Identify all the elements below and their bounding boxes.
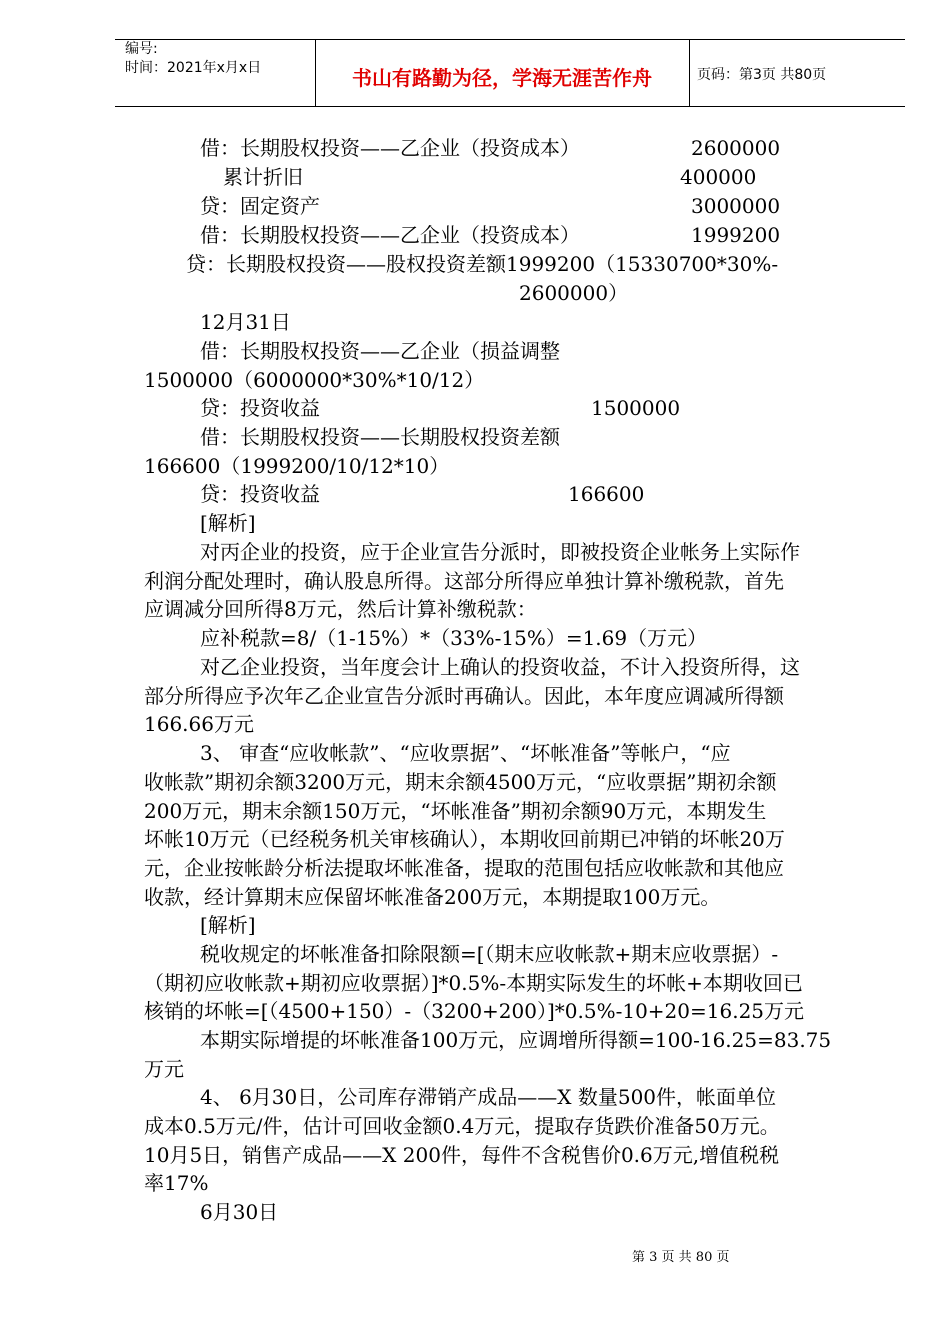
paragraph-line: 200万元，期末余额150万元，“坏帐准备”期初余额90万元，本期发生 (144, 799, 767, 823)
date-dec-31: 12月31日 (200, 310, 291, 334)
paragraph-line: 3、 审查“应收帐款”、“应收票据”、“坏帐准备”等帐户，“应 (200, 741, 731, 765)
entry-credit-3: 贷：投资收益 (200, 396, 320, 420)
entry-credit-1: 贷：固定资产 (200, 194, 320, 218)
date-jun-30: 6月30日 (200, 1200, 279, 1224)
entry-amount-1: 2600000 (691, 136, 781, 160)
entry-debit-5-cont: 166600（1999200/10/12*10） (144, 454, 450, 478)
analysis-heading-2: [解析] (200, 913, 256, 937)
paragraph-line: 万元 (144, 1057, 184, 1081)
formula-line: 应补税款=8/（1-15%）*（33%-15%）=1.69（万元） (200, 626, 708, 650)
paragraph-line: 率17% (144, 1171, 209, 1195)
paragraph-line: 利润分配处理时，确认股息所得。这部分所得应单独计算补缴税款，首先 (144, 569, 784, 593)
paragraph-line: 对乙企业投资，当年度会计上确认的投资收益，不计入投资所得，这 (200, 655, 800, 679)
paragraph-line: 166.66万元 (144, 712, 254, 736)
entry-debit-2: 累计折旧 (223, 165, 303, 189)
paragraph-line: 10月5日，销售产成品——X 200件，每件不含税售价0.6万元,增值税税 (144, 1143, 780, 1167)
entry-credit-4: 贷：投资收益 (200, 482, 320, 506)
entry-credit-2: 贷：长期股权投资——股权投资差额1999200（15330700*30%- (186, 252, 779, 276)
footer-page-number: 第 3 页 共 80 页 (632, 1250, 730, 1265)
header-time: 时间：2021年x月x日 (125, 60, 262, 76)
entry-credit-2-cont: 2600000） (519, 281, 629, 305)
entry-amount-6: 166600 (568, 482, 645, 506)
entry-debit-4: 借：长期股权投资——乙企业（损益调整 (200, 339, 560, 363)
paragraph-line: 税收规定的坏帐准备扣除限额=[（期末应收帐款+期末应收票据）- (200, 942, 779, 966)
header-meta (125, 40, 261, 78)
paragraph-line: 核销的坏帐=[（4500+150）-（3200+200）]*0.5%-10+20=16.25万元 (144, 999, 805, 1023)
paragraph-line: 4、 6月30日，公司库存滞销产成品——X 数量500件，帐面单位 (200, 1085, 777, 1109)
paragraph-line: 应调减分回所得8万元，然后计算补缴税款： (144, 597, 537, 621)
entry-amount-4: 1999200 (691, 223, 781, 247)
analysis-heading-1: [解析] (200, 511, 256, 535)
entry-debit-5: 借：长期股权投资——长期股权投资差额 (200, 425, 560, 449)
paragraph-line: 部分所得应予次年乙企业宣告分派时再确认。因此，本年度应调减所得额 (144, 684, 784, 708)
header-bottom-rule (115, 106, 905, 107)
paragraph-line: 收帐款”期初余额3200万元，期末余额4500万元，“应收票据”期初余额 (144, 770, 777, 794)
entry-debit-4-cont: 1500000（6000000*30%*10/12） (144, 368, 485, 392)
paragraph-line: 坏帐10万元（已经税务机关审核确认），本期收回前期已冲销的坏帐20万 (144, 827, 785, 851)
header-code: 编号: (125, 41, 158, 57)
paragraph-line: （期初应收帐款+期初应收票据）]*0.5%-本期实际发生的坏帐+本期收回已 (144, 971, 803, 995)
paragraph-line: 成本0.5万元/件，估计可回收金额0.4万元，提取存货跌价准备50万元。 (144, 1114, 780, 1138)
entry-amount-5: 1500000 (591, 396, 681, 420)
entry-amount-3: 3000000 (691, 194, 781, 218)
paragraph-line: 元，企业按帐龄分析法提取坏帐准备，提取的范围包括应收帐款和其他应 (144, 856, 784, 880)
header-divider-right (689, 39, 690, 107)
entry-debit-3: 借：长期股权投资——乙企业（投资成本） (200, 223, 580, 247)
header-page-number: 页码：第3页 共80页 (697, 67, 827, 83)
entry-debit-1: 借：长期股权投资——乙企业（投资成本） (200, 136, 580, 160)
header-motto: 书山有路勤为径，学海无涯苦作舟 (352, 66, 652, 90)
paragraph-line: 对丙企业的投资，应于企业宣告分派时，即被投资企业帐务上实际作 (200, 540, 800, 564)
paragraph-line: 收款，经计算期末应保留坏帐准备200万元，本期提取100万元。 (144, 885, 721, 909)
paragraph-line: 本期实际增提的坏帐准备100万元，应调增所得额=100-16.25=83.75 (200, 1028, 832, 1052)
entry-amount-2: 400000 (680, 165, 757, 189)
